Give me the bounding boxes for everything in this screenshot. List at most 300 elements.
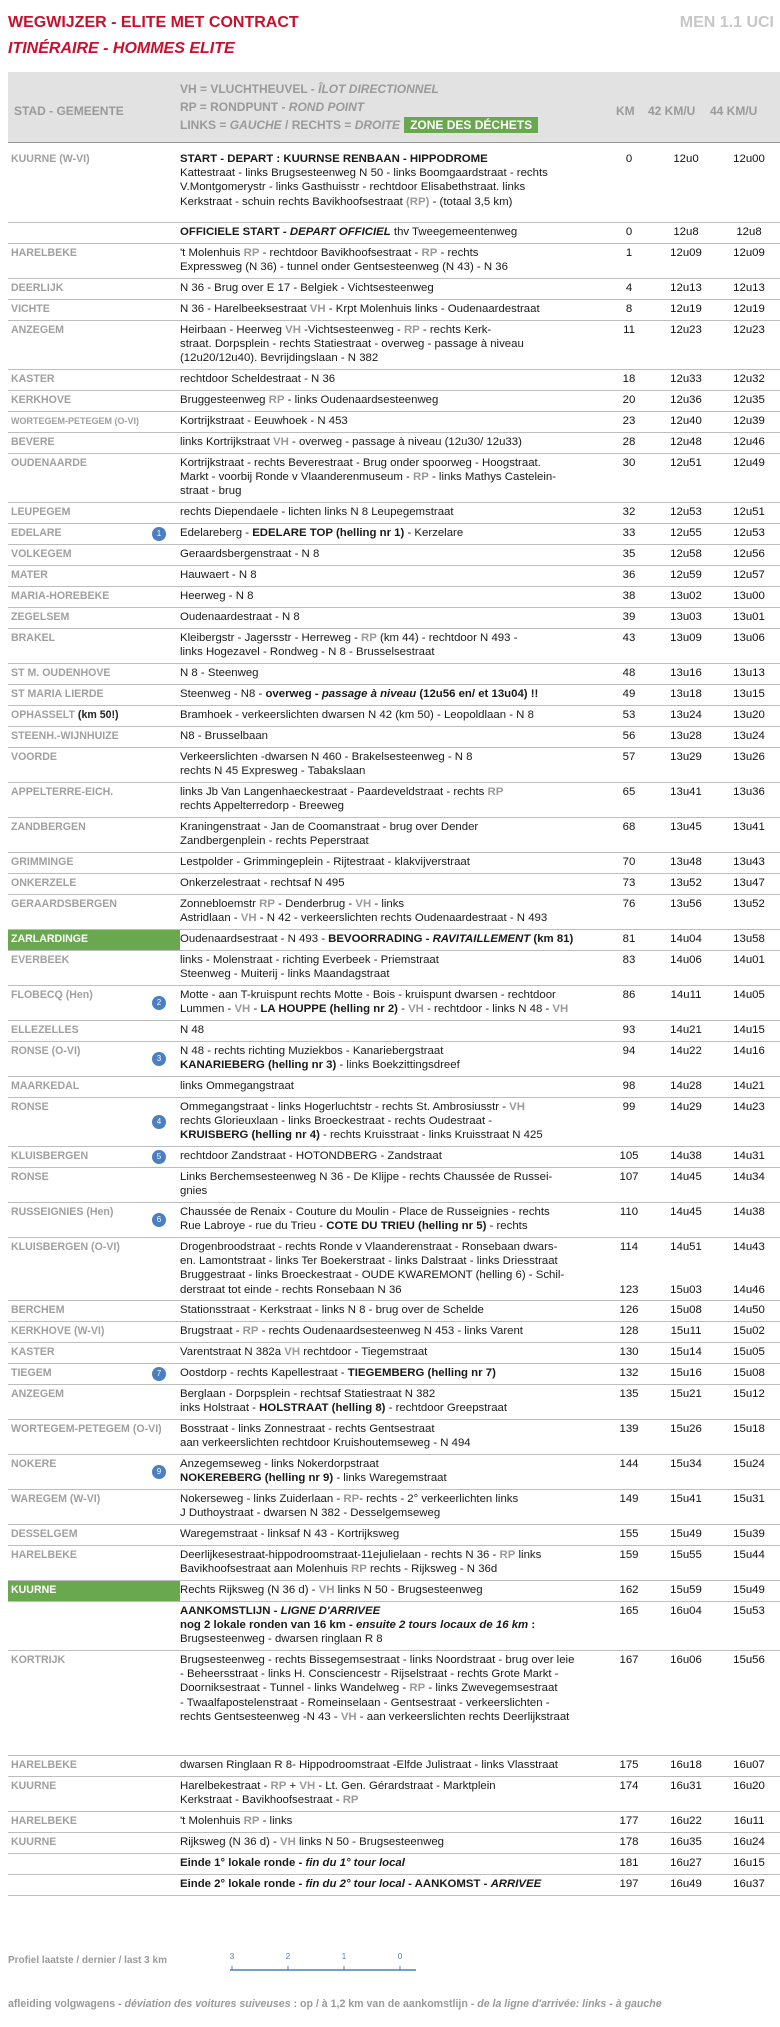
profile-label: Profiel laatste / dernier / last 3 km (8, 1955, 167, 1966)
row-route: Bramhoek - verkeerslichten dwarsen N 42 (km 50) - Leopoldlaan - N 8 (180, 709, 534, 721)
table-row (8, 629, 780, 664)
row-route: Oostdorp - rechts Kapellestraat - TIEGEMBERG (helling nr 7) (180, 1367, 496, 1379)
row-route: Links Berchemsesteenweg N 36 - De Klijpe - rechts Chaussée de Russei- gnies (180, 1171, 553, 1198)
table-row (8, 818, 780, 853)
legend-vh-fr: ÎLOT DIRECTIONNEL (318, 82, 439, 96)
table-row (8, 150, 780, 223)
row-route: links Ommegangstraat (180, 1080, 294, 1092)
row-route: Brugsesteenweg - rechts Bissegemsestraat - links Noordstraat - brug over leie - Beheersstraat - links H. Consciencestr - Rijselstraat - rechts Grote Markt - Doorniksestraat - Tunnel - links Wandelweg - RP - links Zwevegemsestraat - Twaalfapostelenstraat - Romeinselaan - Gentsestraat - verkeerslichten - rechts Gentsesteenweg -N 43 - VH - aan verkeerslichten rechts Deerlijkstraat (180, 1654, 575, 1723)
row-km: 132 (619, 1367, 639, 1379)
row-city: EVERBEEK (11, 954, 70, 966)
table-row (8, 951, 780, 986)
table-row (8, 223, 780, 244)
table-row (8, 1364, 780, 1385)
row-city: WORTEGEM-PETEGEM (O-VI) (11, 416, 139, 426)
row-route: Brugstraat - RP - rechts Oudenaardsesteenweg N 453 - links Varent (180, 1325, 523, 1337)
row-km: 181 (619, 1857, 639, 1869)
table-row (8, 1168, 780, 1203)
row-time-42: 12u55 (670, 527, 702, 539)
row-km: 105 (619, 1150, 639, 1162)
row-city: WAREGEM (W-VI) (11, 1493, 101, 1505)
row-km: 114 123 (619, 1241, 639, 1296)
row-km: 83 (622, 954, 636, 966)
profile-tick-label: 2 (285, 1952, 291, 1961)
table-row (8, 244, 780, 279)
row-time-42: 13u48 (670, 856, 702, 868)
row-route: Einde 1° lokale ronde - fin du 1° tour local (180, 1857, 405, 1869)
row-route: N 36 - Brug over E 17 - Belgiek - Vichtsesteenweg (180, 282, 434, 294)
row-time-42: 15u59 (670, 1584, 702, 1596)
category-code: MEN 1.1 UCI (679, 14, 774, 31)
table-row (8, 524, 780, 545)
row-route: Motte - aan T-kruispunt rechts Motte - Bois - kruispunt dwarsen - rechtdoor Lummen - VH - LA HOUPPE (helling nr 2) - VH - rechtdoor - links N 48 - VH (180, 989, 569, 1016)
row-city: FLOBECQ (Hen) (11, 989, 93, 1001)
row-time-44: 15u08 (733, 1367, 765, 1379)
legend-rechts-fr: DROITE (354, 118, 401, 132)
row-km: 135 (619, 1388, 639, 1400)
row-city: RUSSEIGNIES (Hen) (11, 1206, 114, 1218)
row-time-44: 13u00 (733, 590, 765, 602)
table-row (8, 1238, 780, 1301)
row-route: rechts Diependaele - lichten links N 8 Leupegemstraat (180, 506, 454, 518)
row-km: 39 (622, 611, 636, 623)
row-km: 93 (622, 1024, 636, 1036)
climb-number-icon: 7 (152, 1367, 166, 1381)
table-row (8, 503, 780, 524)
row-time-44: 15u05 (733, 1346, 765, 1358)
row-time-42: 14u51 15u03 (670, 1241, 702, 1296)
row-route: Zonnebloemstr RP - Denderbrug - VH - links Astridlaan - VH - N 42 - verkeerslichten rechts Oudenaardestraat - N 493 (180, 898, 548, 925)
row-time-42: 13u24 (670, 709, 702, 721)
row-time-44: 13u06 (733, 632, 765, 644)
row-time-44: 12u51 (733, 506, 765, 518)
legend (180, 80, 538, 134)
row-route: Lestpolder - Grimmingeplein - Rijtestraat - klakvijverstraat (180, 856, 470, 868)
row-route: Onkerzelestraat - rechtsaf N 495 (180, 877, 345, 889)
row-time-42: 12u8 (673, 226, 699, 238)
row-time-44: 14u16 (733, 1045, 765, 1057)
row-time-42: 15u16 (670, 1367, 702, 1379)
table-row (8, 664, 780, 685)
climb-number-icon: 4 (152, 1115, 166, 1129)
row-route: Bosstraat - links Zonnestraat - rechts Gentsestraat aan verkeerslichten rechtdoor Kruishoutemseweg - N 494 (180, 1423, 471, 1450)
row-city: DESSELGEM (11, 1528, 78, 1540)
row-km: 49 (622, 688, 636, 700)
table-row (8, 1854, 780, 1875)
row-km: 99 (622, 1101, 636, 1113)
row-city: RONSE (11, 1101, 49, 1113)
row-city: GERAARDSBERGEN (11, 898, 117, 910)
table-row (8, 874, 780, 895)
row-time-44: 13u43 (733, 856, 765, 868)
legend-links: LINKS = (180, 118, 230, 132)
speed44-column-header: 44 KM/U (710, 104, 758, 118)
row-km: 23 (622, 415, 636, 427)
row-time-44: 12u00 (733, 153, 765, 165)
row-city: BEVERE (11, 436, 55, 448)
row-time-42: 12u13 (670, 282, 702, 294)
row-km: 130 (619, 1346, 639, 1358)
table-row (8, 1455, 780, 1490)
row-city: ST M. OUDENHOVE (11, 667, 111, 679)
row-time-44: 13u15 (733, 688, 765, 700)
row-route: AANKOMSTLIJN - LIGNE D'ARRIVEE nog 2 lokale ronden van 16 km - ensuite 2 tours locaux de 16 km : Brugsesteenweg - dwarsen ringlaan R 8 (180, 1605, 536, 1646)
row-time-42: 13u52 (670, 877, 702, 889)
row-time-44: 15u56 (733, 1654, 765, 1666)
row-km: 128 (619, 1325, 639, 1337)
table-row (8, 1301, 780, 1322)
row-time-44: 13u13 (733, 667, 765, 679)
row-time-42: 14u04 (670, 933, 702, 945)
row-time-42: 12u58 (670, 548, 702, 560)
row-time-44: 15u24 (733, 1458, 765, 1470)
row-time-44: 13u24 (733, 730, 765, 742)
row-km: 11 (623, 324, 635, 336)
row-km: 110 (619, 1206, 639, 1218)
table-row (8, 1042, 780, 1077)
row-km: 70 (622, 856, 636, 868)
row-time-44: 13u20 (733, 709, 765, 721)
table-row (8, 608, 780, 629)
row-route: OFFICIELE START - DEPART OFFICIEL thv Tweegemeentenweg (180, 226, 518, 238)
row-route: Kraningenstraat - Jan de Coomanstraat - brug over Dender Zandbergenplein - rechts Peperstraat (180, 821, 479, 848)
row-time-44: 12u53 (733, 527, 765, 539)
row-time-42: 13u18 (670, 688, 702, 700)
row-time-44: 12u19 (733, 303, 765, 315)
row-km: 107 (619, 1171, 639, 1183)
row-city: KUURNE (W-VI) (11, 153, 90, 165)
table-row (8, 1098, 780, 1147)
row-km: 155 (619, 1528, 639, 1540)
row-route: rechtdoor Zandstraat - HOTONDBERG - Zandstraat (180, 1150, 442, 1162)
row-km: 65 (622, 786, 636, 798)
climb-number-icon: 9 (152, 1465, 166, 1479)
table-row (8, 545, 780, 566)
row-time-42: 16u31 (670, 1780, 702, 1792)
row-city: LEUPEGEM (11, 506, 71, 518)
row-time-44: 14u43 14u46 (733, 1241, 765, 1296)
row-time-42: 14u28 (670, 1080, 702, 1092)
row-time-44: 15u39 (733, 1528, 765, 1540)
row-route: Kortrijkstraat - Eeuwhoek - N 453 (180, 415, 348, 427)
row-time-42: 12u53 (670, 506, 702, 518)
row-time-44: 12u23 (733, 324, 765, 336)
row-time-42: 12u0 (673, 153, 699, 165)
row-city: STEENH.-WIJNHUIZE (11, 730, 119, 742)
row-route: Stationsstraat - Kerkstraat - links N 8 - brug over de Schelde (180, 1304, 484, 1316)
row-city: KUURNE (11, 1780, 57, 1792)
row-time-42: 13u03 (670, 611, 702, 623)
note-b: déviation des voitures suiveuses (124, 1998, 291, 2010)
speed42-column-header: 42 KM/U (648, 104, 696, 118)
table-row (8, 727, 780, 748)
row-time-42: 12u59 (670, 569, 702, 581)
profile-scale (228, 1946, 418, 1976)
table-row (8, 706, 780, 727)
row-time-44: 13u58 (733, 933, 765, 945)
row-km: 38 (622, 590, 636, 602)
row-time-42: 15u55 (670, 1549, 702, 1561)
row-km: 20 (622, 394, 636, 406)
table-row (8, 986, 780, 1021)
row-route: Rijksweg (N 36 d) - VH links N 50 - Brugsesteenweg (180, 1836, 444, 1848)
row-route: N 48 - rechts richting Muziekbos - Kanariebergstraat KANARIEBERG (helling nr 3) - links Boekzittingsdreef (180, 1045, 460, 1072)
row-route: links Kortrijkstraat VH - overweg - passage à niveau (12u30/ 12u33) (180, 436, 522, 448)
row-time-42: 12u09 (670, 247, 702, 259)
row-km: 76 (622, 898, 636, 910)
row-time-42: 16u35 (670, 1836, 702, 1848)
row-km: 43 (622, 632, 636, 644)
row-route: 't Molenhuis RP - rechtdoor Bavikhoofsestraat - RP - rechts Expressweg (N 36) - tunnel onder Gentsesteenweg (N 43) - N 36 (180, 247, 508, 274)
legend-rp-fr: ROND POINT (288, 100, 365, 114)
row-time-42: 15u14 (670, 1346, 702, 1358)
row-time-44: 15u44 (733, 1549, 765, 1561)
row-km: 197 (619, 1878, 639, 1890)
row-city: HARELBEKE (11, 1759, 77, 1771)
row-city: ZANDBERGEN (11, 821, 86, 833)
row-time-42: 14u38 (670, 1150, 702, 1162)
row-km: 175 (619, 1759, 639, 1771)
row-city: OPHASSELT (km 50!) (11, 709, 119, 721)
row-time-42: 14u21 (670, 1024, 702, 1036)
row-city: KLUISBERGEN (O-VI) (11, 1241, 120, 1253)
row-time-44: 13u52 (733, 898, 765, 910)
row-route: Kleibergstr - Jagersstr - Herreweg - RP (km 44) - rechtdoor N 493 - links Hogezavel - Rondweg - N 8 - Brusselsestraat (180, 632, 518, 659)
row-time-44: 13u01 (733, 611, 765, 623)
table-header (8, 72, 780, 143)
row-km: 68 (622, 821, 636, 833)
row-km: 0 (625, 153, 633, 165)
row-km: 174 (619, 1780, 639, 1792)
row-city: RONSE (O-VI) (11, 1045, 81, 1057)
row-route: Hauwaert - N 8 (180, 569, 257, 581)
km-column-header: KM (616, 104, 635, 118)
row-km: 165 (619, 1605, 639, 1617)
row-route: Chaussée de Renaix - Couture du Moulin - Place de Russeignies - rechts Rue Labroye - rue du Trieu - COTE DU TRIEU (helling nr 5) - rechts (180, 1206, 550, 1233)
row-city (8, 1602, 180, 1650)
row-route: N 48 (180, 1024, 205, 1036)
table-row (8, 1756, 780, 1777)
itinerary-table (8, 150, 780, 1896)
row-city: KUURNE (8, 1581, 180, 1601)
table-row (8, 587, 780, 608)
row-city: KLUISBERGEN (11, 1150, 89, 1162)
table-row (8, 685, 780, 706)
table-row (8, 1777, 780, 1812)
row-route: N8 - Brusselbaan (180, 730, 269, 742)
profile-tick-label: 1 (341, 1952, 347, 1961)
table-row (8, 1343, 780, 1364)
table-row (8, 1525, 780, 1546)
row-km: 4 (625, 282, 633, 294)
row-route: links - Molenstraat - richting Everbeek - Priemstraat Steenweg - Muiterij - links Maandagstraat (180, 954, 439, 981)
row-time-44: 13u36 (733, 786, 765, 798)
row-city: VICHTE (11, 303, 50, 315)
table-row (8, 1602, 780, 1651)
row-km: 48 (622, 667, 636, 679)
row-route: N 36 - Harelbeeksestraat VH - Krpt Molenhuis links - Oudenaardestraat (180, 303, 540, 315)
row-time-42: 16u49 (670, 1878, 702, 1890)
table-row (8, 1203, 780, 1238)
row-time-44: 12u57 (733, 569, 765, 581)
row-route: Kortrijkstraat - rechts Beverestraat - Brug onder spoorweg - Hoogstraat. Markt - voorbij Ronde v Vlaanderenmuseum - RP - links Mathys Castelein- straat - brug (180, 457, 557, 498)
row-time-42: 15u26 (670, 1423, 702, 1435)
row-time-42: 15u08 (670, 1304, 702, 1316)
row-time-44: 16u37 (733, 1878, 765, 1890)
table-row (8, 454, 780, 503)
row-city: GRIMMINGE (11, 856, 74, 868)
legend-rechts: / RECHTS = (281, 118, 355, 132)
table-row (8, 930, 780, 951)
table-row (8, 1490, 780, 1525)
row-time-44: 14u01 (733, 954, 765, 966)
row-time-42: 15u34 (670, 1458, 702, 1470)
row-time-42: 14u06 (670, 954, 702, 966)
row-time-42: 14u29 (670, 1101, 702, 1113)
table-row (8, 1875, 780, 1896)
row-km: 94 (622, 1045, 636, 1057)
row-city: ZARLARDINGE (8, 930, 180, 950)
row-time-42: 16u18 (670, 1759, 702, 1771)
row-km: 18 (622, 373, 636, 385)
row-city: OUDENAARDE (11, 457, 87, 469)
climb-number-icon: 2 (152, 996, 166, 1010)
row-city: BERCHEM (11, 1304, 65, 1316)
row-route: Einde 2° lokale ronde - fin du 2° tour local - AANKOMST - ARRIVEE (180, 1878, 542, 1890)
row-time-42: 16u22 (670, 1815, 702, 1827)
row-time-44: 16u24 (733, 1836, 765, 1848)
row-city: VOLKEGEM (11, 548, 72, 560)
row-city: EDELARE (11, 527, 62, 539)
table-row (8, 1651, 780, 1756)
row-time-44: 12u32 (733, 373, 765, 385)
row-km: 73 (622, 877, 636, 889)
row-route: Heirbaan - Heerweg VH -Vichtsesteenweg - RP - rechts Kerk- straat. Dorpsplein - rechts Statiestraat - overweg - passage à niveau (12u20/12u40). Bevrijdingslaan - N 382 (180, 324, 524, 365)
row-time-42: 16u04 (670, 1605, 702, 1617)
row-time-44: 15u53 (733, 1605, 765, 1617)
row-km: 35 (622, 548, 636, 560)
row-km: 144 (619, 1458, 639, 1470)
row-km: 57 (622, 751, 636, 763)
row-time-42: 12u51 (670, 457, 702, 469)
row-time-44: 14u15 (733, 1024, 765, 1036)
row-time-44: 14u05 (733, 989, 765, 1001)
header (0, 0, 780, 72)
climb-number-icon: 5 (152, 1150, 166, 1164)
row-city: WORTEGEM-PETEGEM (O-VI) (11, 1423, 162, 1435)
row-route: Varentstraat N 382a VH rechtdoor - Tiegemstraat (180, 1346, 428, 1358)
row-route: dwarsen Ringlaan R 8- Hippodroomstraat -Elfde Julistraat - links Vlasstraat (180, 1759, 558, 1771)
row-time-44: 12u35 (733, 394, 765, 406)
row-city: NOKERE (11, 1458, 57, 1470)
row-city: KORTRIJK (11, 1654, 66, 1666)
row-time-44: 12u49 (733, 457, 765, 469)
row-city: VOORDE (11, 751, 57, 763)
row-time-42: 13u29 (670, 751, 702, 763)
note-a: afleiding volgwagens - (8, 1998, 125, 2010)
row-time-42: 13u09 (670, 632, 702, 644)
row-time-44: 16u11 (733, 1815, 765, 1827)
row-city (8, 1875, 180, 1895)
row-city: MATER (11, 569, 48, 581)
table-row (8, 433, 780, 454)
row-city: MAARKEDAL (11, 1080, 80, 1092)
table-row (8, 321, 780, 370)
row-route: Ommegangstraat - links Hogerluchtstr - rechts St. Ambrosiusstr - VH rechts Glorieuxlaan - links Broeckestraat - rechts Oudestraat - KRUISBERG (helling nr 4) - rechts Kruisstraat - links Kruisstraat N 425 (180, 1101, 543, 1142)
row-time-44: 15u12 (733, 1388, 765, 1400)
row-city: HARELBEKE (11, 247, 77, 259)
table-row (8, 1833, 780, 1854)
row-time-44: 15u18 (733, 1423, 765, 1435)
row-time-42: 15u21 (670, 1388, 702, 1400)
table-row (8, 279, 780, 300)
row-time-44: 16u07 (733, 1759, 765, 1771)
row-time-42: 12u36 (670, 394, 702, 406)
row-km: 32 (622, 506, 636, 518)
row-km: 167 (619, 1654, 639, 1666)
row-km: 159 (619, 1549, 639, 1561)
table-row (8, 1420, 780, 1455)
row-route: Harelbekestraat - RP + VH - Lt. Gen. Gérardstraat - Marktplein Kerkstraat - Bavikhoofsestraat - RP (180, 1780, 496, 1807)
row-km: 56 (622, 730, 636, 742)
row-route: Nokerseweg - links Zuiderlaan - RP- rechts - 2° verkeerlichten links J Duthoystraat - dwarsen N 382 - Desselgemseweg (180, 1493, 519, 1520)
row-route: START - DEPART : KUURNSE RENBAAN - HIPPODROME Kattestraat - links Brugsesteenweg N 50 - links Boomgaardstraat - rechts V.Montgomerystr - links Gasthuisstr - rechtdoor Elisabethstraat. links Kerkstraat - schuin rechts Bavikhoofsestraat (RP) - (totaal 3,5 km) (180, 153, 548, 208)
row-city: KERKHOVE (11, 394, 72, 406)
row-route: Bruggesteenweg RP - links Oudenaardsesteenweg (180, 394, 439, 406)
row-time-44: 13u47 (733, 877, 765, 889)
row-city: TIEGEM (11, 1367, 52, 1379)
row-route: Geraardsbergenstraat - N 8 (180, 548, 320, 560)
row-city: ANZEGEM (11, 1388, 64, 1400)
row-time-44: 12u13 (733, 282, 765, 294)
climb-number-icon: 1 (152, 527, 166, 541)
row-time-42: 12u48 (670, 436, 702, 448)
row-km: 81 (622, 933, 636, 945)
table-row (8, 391, 780, 412)
row-route: rechtdoor Scheldestraat - N 36 (180, 373, 336, 385)
row-route: N 8 - Steenweg (180, 667, 259, 679)
row-city: ZEGELSEM (11, 611, 70, 623)
row-time-42: 12u23 (670, 324, 702, 336)
climb-number-icon: 3 (152, 1052, 166, 1066)
climb-number-icon: 6 (152, 1213, 166, 1227)
row-time-42: 14u45 (670, 1171, 702, 1183)
follow-car-note (8, 1998, 662, 2010)
row-city: ST MARIA LIERDE (11, 688, 104, 700)
table-row (8, 1581, 780, 1602)
row-time-42: 16u06 (670, 1654, 702, 1666)
table-row (8, 1147, 780, 1168)
table-row (8, 1021, 780, 1042)
legend-links-fr: GAUCHE (229, 118, 282, 132)
row-city: KASTER (11, 1346, 55, 1358)
row-km: 33 (622, 527, 636, 539)
row-time-42: 14u45 (670, 1206, 702, 1218)
row-time-42: 13u41 (670, 786, 702, 798)
table-row (8, 412, 780, 433)
row-time-44: 12u56 (733, 548, 765, 560)
row-time-42: 13u45 (670, 821, 702, 833)
row-route: links Jb Van Langenhaeckestraat - Paardeveldstraat - rechts RP rechts Appelterredorp - Breeweg (180, 786, 504, 813)
table-row (8, 783, 780, 818)
row-time-42: 13u28 (670, 730, 702, 742)
row-route: Deerlijkesestraat-hippodroomstraat-11ejulielaan - rechts N 36 - RP links Bavikhoofsestraat aan Molenhuis RP rechts - Rijksweg - N 36d (180, 1549, 542, 1576)
row-route: Edelareberg - EDELARE TOP (helling nr 1) - Kerzelare (180, 527, 464, 539)
legend-vh: VH = VLUCHTHEUVEL - (180, 82, 319, 96)
row-route: 't Molenhuis RP - links (180, 1815, 293, 1827)
row-route: Verkeerslichten -dwarsen N 460 - Brakelsesteenweg - N 8 rechts N 45 Expresweg - Tabakslaan (180, 751, 473, 778)
row-km: 126 (619, 1304, 639, 1316)
